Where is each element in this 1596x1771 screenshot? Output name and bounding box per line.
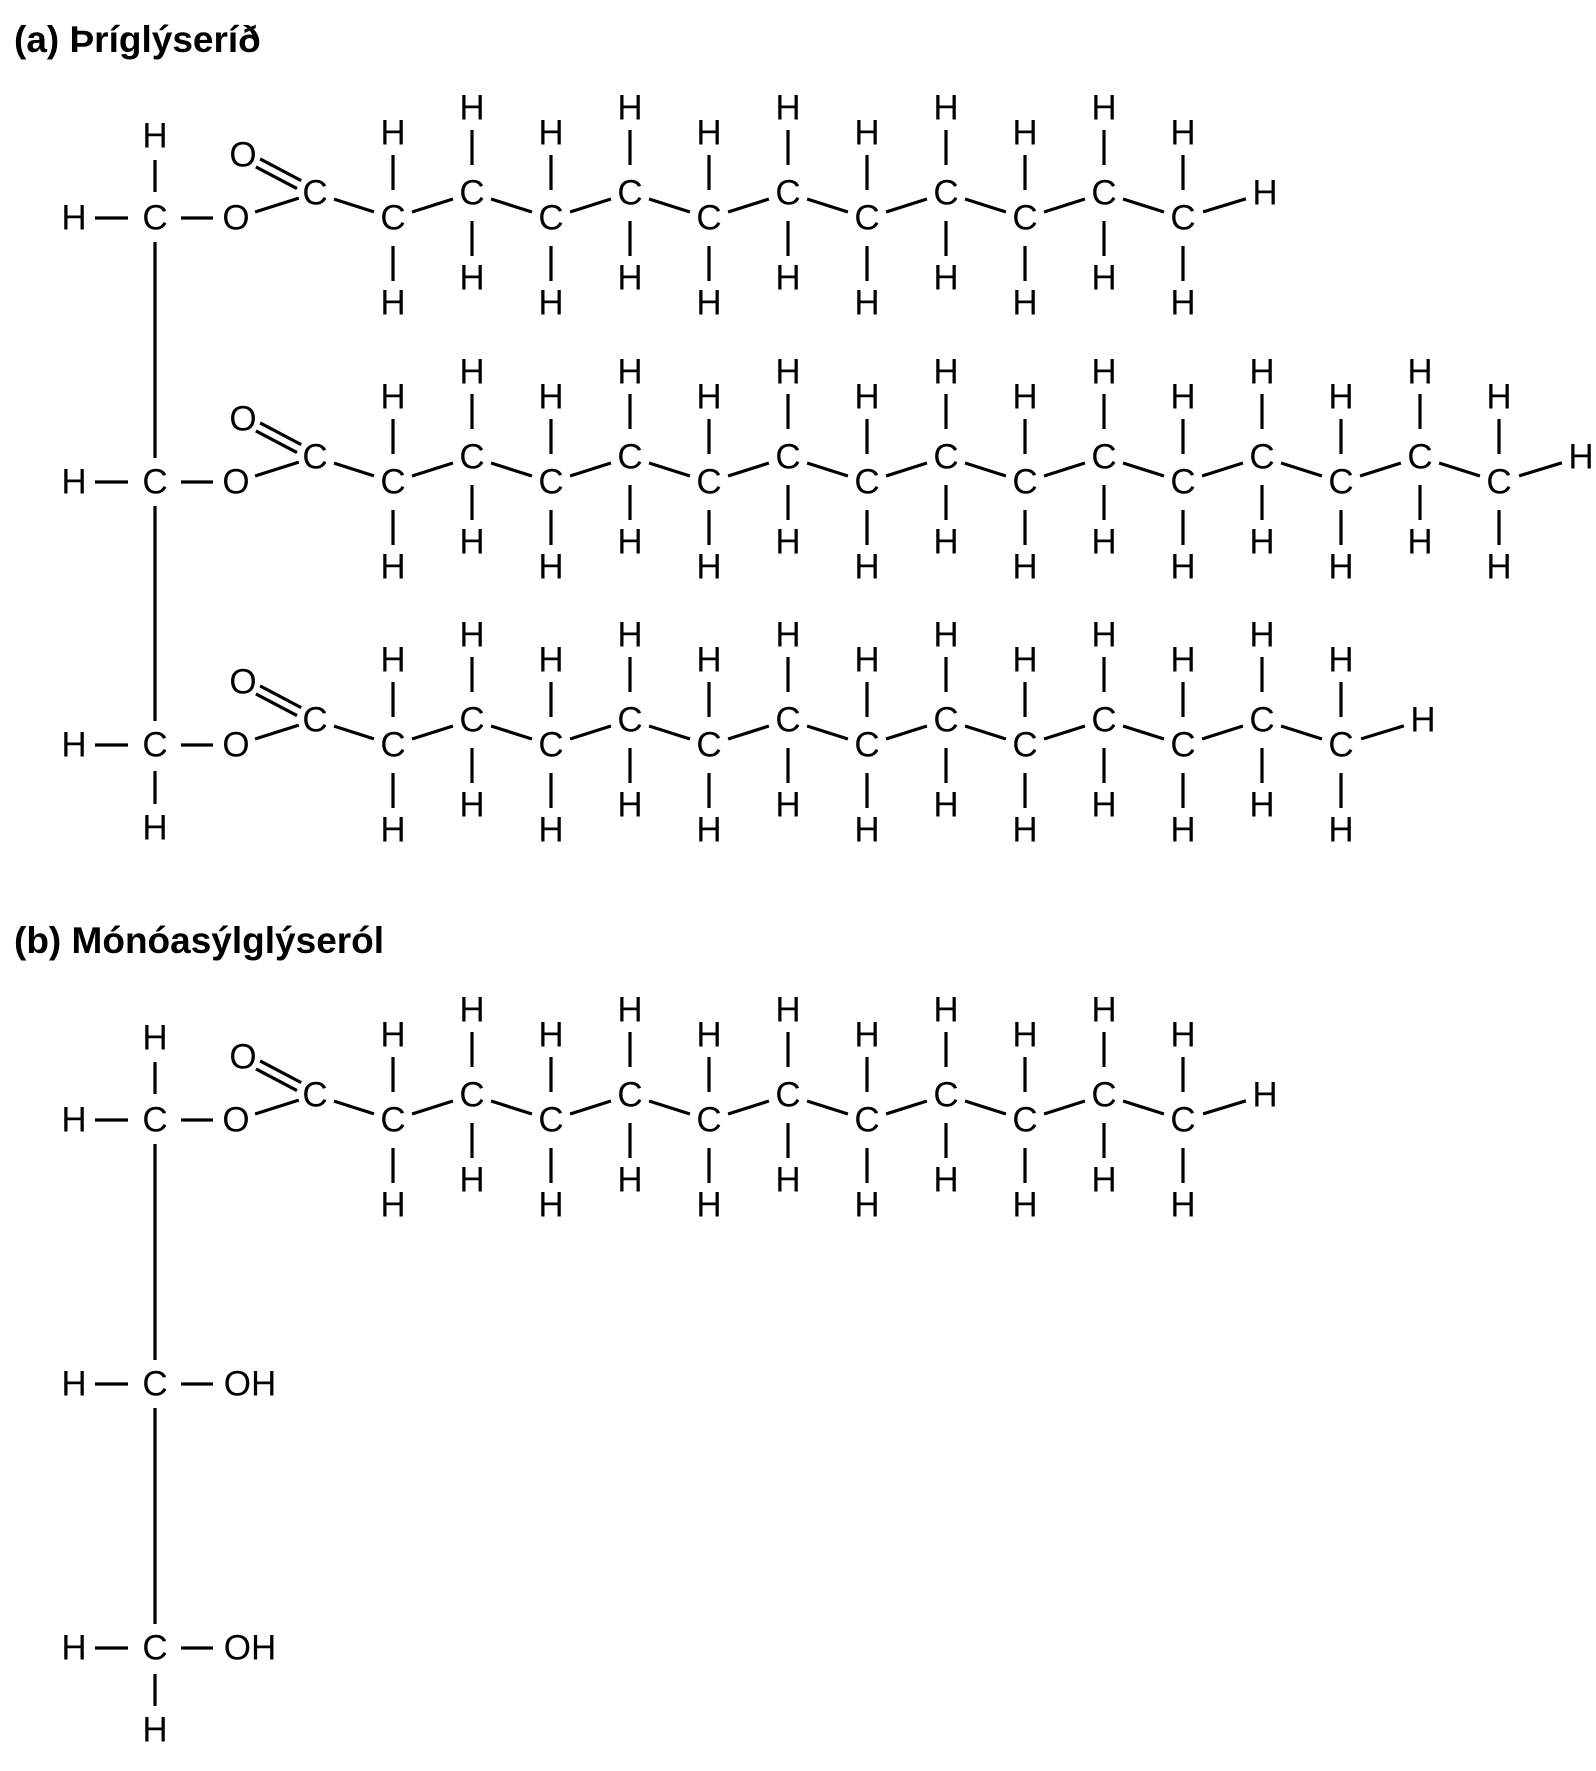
hydrogen-atom: H xyxy=(696,1015,722,1055)
hydrogen-atom: H xyxy=(933,352,959,392)
hydrogen-atom: H xyxy=(775,615,801,655)
terminal-bond xyxy=(1203,199,1246,212)
chain-carbon: C xyxy=(1012,198,1038,238)
hydrogen-atom: H xyxy=(1012,377,1038,417)
chain-carbon: C xyxy=(854,462,880,502)
hydrogen-atom: H xyxy=(854,640,880,680)
chain-bond xyxy=(965,1101,1006,1114)
hydrogen-atom: H xyxy=(1170,640,1196,680)
terminal-bond xyxy=(1519,463,1562,476)
chain-carbon: C xyxy=(617,173,643,213)
hydrogen-atom: H xyxy=(1249,615,1275,655)
ester-bond xyxy=(255,462,299,476)
hydrogen-atom: H xyxy=(696,113,722,153)
ester-oxygen: O xyxy=(222,1100,250,1140)
glycerol-carbon: C xyxy=(142,198,168,238)
hydrogen-atom: H xyxy=(380,1185,406,1225)
hydrogen-atom: H xyxy=(775,990,801,1030)
glycerol-hydrogen: H xyxy=(61,198,87,238)
glycerol-hydrogen: H xyxy=(61,1628,87,1668)
chain-bond xyxy=(1202,726,1243,739)
chain-bond xyxy=(1123,1101,1164,1114)
chain-carbon: C xyxy=(696,462,722,502)
hydrogen-atom: H xyxy=(1012,640,1038,680)
ester-bond xyxy=(255,1100,299,1114)
glycerol-hydrogen: H xyxy=(61,725,87,765)
ester-oxygen: O xyxy=(222,462,250,502)
chain-bond xyxy=(807,726,848,739)
chain-carbon: C xyxy=(617,437,643,477)
chain-bond xyxy=(1281,463,1322,476)
carbonyl-carbon: C xyxy=(302,173,328,213)
hydrogen-atom: H xyxy=(1012,547,1038,587)
hydrogen-atom: H xyxy=(380,377,406,417)
chain-bond xyxy=(807,1101,848,1114)
hydrogen-atom: H xyxy=(380,810,406,850)
ester-oxygen: O xyxy=(222,198,250,238)
chain-bond xyxy=(570,463,611,476)
hydrogen-atom: H xyxy=(1091,352,1117,392)
glycerol-hydrogen: H xyxy=(142,1710,168,1750)
hydrogen-atom: H xyxy=(1170,283,1196,323)
chain-carbon: C xyxy=(1486,462,1512,502)
glycerol-carbon: C xyxy=(142,462,168,502)
chain-bond xyxy=(491,463,532,476)
carbonyl-oxygen: O xyxy=(229,135,257,175)
chain-carbon: C xyxy=(933,1075,959,1115)
chain-bond xyxy=(1202,463,1243,476)
double-bond xyxy=(260,423,301,445)
chain-carbon: C xyxy=(1328,725,1354,765)
chain-carbon: C xyxy=(854,725,880,765)
chain-carbon: C xyxy=(1091,1075,1117,1115)
hydrogen-atom: H xyxy=(1091,1160,1117,1200)
chain-bond xyxy=(649,1101,690,1114)
hydrogen-atom: H xyxy=(1486,547,1512,587)
chain-bond xyxy=(491,199,532,212)
hydrogen-atom: H xyxy=(617,615,643,655)
ester-oxygen: O xyxy=(222,725,250,765)
hydrogen-atom: H xyxy=(538,1185,564,1225)
hydrogen-atom: H xyxy=(696,640,722,680)
hydrogen-atom: H xyxy=(459,352,485,392)
hydrogen-atom: H xyxy=(775,785,801,825)
hydrogen-atom: H xyxy=(1170,1185,1196,1225)
carbonyl-oxygen: O xyxy=(229,399,257,439)
chain-bond xyxy=(570,199,611,212)
terminal-hydrogen: H xyxy=(1252,1075,1278,1115)
hydrogen-atom: H xyxy=(1091,615,1117,655)
hydrogen-atom: H xyxy=(538,810,564,850)
chain-bond xyxy=(1044,199,1085,212)
chain-bond xyxy=(412,726,453,739)
hydrogen-atom: H xyxy=(854,113,880,153)
chain-carbon: C xyxy=(854,198,880,238)
chain-bond xyxy=(807,199,848,212)
hydrogen-atom: H xyxy=(1012,283,1038,323)
hydrogen-atom: H xyxy=(538,377,564,417)
chain-bond xyxy=(491,726,532,739)
hydrogen-atom: H xyxy=(380,283,406,323)
hydrogen-atom: H xyxy=(538,1015,564,1055)
chain-bond xyxy=(334,726,374,739)
chain-carbon: C xyxy=(617,1075,643,1115)
chain-carbon: C xyxy=(380,198,406,238)
terminal-bond xyxy=(1203,1101,1246,1114)
chain-carbon: C xyxy=(1012,725,1038,765)
glycerol-hydrogen: H xyxy=(61,1364,87,1404)
chain-carbon: C xyxy=(538,198,564,238)
hydrogen-atom: H xyxy=(1012,810,1038,850)
chain-carbon: C xyxy=(380,462,406,502)
terminal-bond xyxy=(1361,726,1404,739)
hydrogen-atom: H xyxy=(775,352,801,392)
hydrogen-atom: H xyxy=(1249,785,1275,825)
chain-bond xyxy=(965,726,1006,739)
hydrogen-atom: H xyxy=(459,1160,485,1200)
ester-bond xyxy=(255,725,299,739)
hydrogen-atom: H xyxy=(1091,785,1117,825)
chain-bond xyxy=(412,199,453,212)
hydrogen-atom: H xyxy=(696,810,722,850)
hydrogen-atom: H xyxy=(1012,113,1038,153)
hydrogen-atom: H xyxy=(1170,1015,1196,1055)
chain-carbon: C xyxy=(1249,700,1275,740)
glycerol-carbon: C xyxy=(142,1364,168,1404)
hydrogen-atom: H xyxy=(1170,377,1196,417)
chain-carbon: C xyxy=(538,725,564,765)
carbonyl-oxygen: O xyxy=(229,1037,257,1077)
chain-bond xyxy=(649,199,690,212)
chain-bond xyxy=(491,1101,532,1114)
hydrogen-atom: H xyxy=(617,522,643,562)
double-bond xyxy=(256,694,297,716)
hydrogen-atom: H xyxy=(617,785,643,825)
chain-carbon: C xyxy=(1012,462,1038,502)
hydrogen-atom: H xyxy=(1249,522,1275,562)
chain-carbon: C xyxy=(380,725,406,765)
chain-carbon: C xyxy=(696,198,722,238)
chain-carbon: C xyxy=(538,1100,564,1140)
hydrogen-atom: H xyxy=(854,283,880,323)
hydrogen-atom: H xyxy=(1328,810,1354,850)
chain-carbon: C xyxy=(1170,725,1196,765)
hydrogen-atom: H xyxy=(775,88,801,128)
chain-carbon: C xyxy=(933,173,959,213)
hydrogen-atom: H xyxy=(1328,377,1354,417)
hydrogen-atom: H xyxy=(1091,258,1117,298)
carbonyl-oxygen: O xyxy=(229,662,257,702)
chain-bond xyxy=(1123,726,1164,739)
hydrogen-atom: H xyxy=(775,1160,801,1200)
hydrogen-atom: H xyxy=(1328,640,1354,680)
hydrogen-atom: H xyxy=(1012,1185,1038,1225)
glycerol-carbon: C xyxy=(142,1100,168,1140)
chain-carbon: C xyxy=(459,437,485,477)
hydrogen-atom: H xyxy=(933,990,959,1030)
chain-carbon: C xyxy=(696,1100,722,1140)
ester-bond xyxy=(255,198,299,212)
terminal-hydrogen: H xyxy=(1568,437,1594,477)
hydrogen-atom: H xyxy=(459,785,485,825)
chain-bond xyxy=(886,199,927,212)
chain-carbon: C xyxy=(775,1075,801,1115)
chain-bond xyxy=(334,463,374,476)
chain-bond xyxy=(965,463,1006,476)
hydrogen-atom: H xyxy=(380,640,406,680)
hydrogen-atom: H xyxy=(1091,522,1117,562)
double-bond xyxy=(260,159,301,181)
chain-carbon: C xyxy=(380,1100,406,1140)
hydrogen-atom: H xyxy=(933,785,959,825)
chain-carbon: C xyxy=(1170,1100,1196,1140)
chain-carbon: C xyxy=(775,437,801,477)
chain-bond xyxy=(1123,463,1164,476)
hydrogen-atom: H xyxy=(696,547,722,587)
chain-bond xyxy=(1360,463,1401,476)
hydrogen-atom: H xyxy=(854,377,880,417)
hydrogen-atom: H xyxy=(380,113,406,153)
chain-carbon: C xyxy=(459,1075,485,1115)
carbonyl-carbon: C xyxy=(302,700,328,740)
chain-bond xyxy=(807,463,848,476)
hydrogen-atom: H xyxy=(1170,547,1196,587)
chain-bond xyxy=(728,726,769,739)
hydrogen-atom: H xyxy=(1012,1015,1038,1055)
hydrogen-atom: H xyxy=(538,640,564,680)
chain-bond xyxy=(728,463,769,476)
chain-carbon: C xyxy=(617,700,643,740)
chain-carbon: C xyxy=(1328,462,1354,502)
hydrogen-atom: H xyxy=(933,615,959,655)
hydrogen-atom: H xyxy=(854,1185,880,1225)
hydrogen-atom: H xyxy=(775,522,801,562)
chain-bond xyxy=(886,1101,927,1114)
chain-carbon: C xyxy=(538,462,564,502)
double-bond xyxy=(256,431,297,453)
chain-bond xyxy=(1123,199,1164,212)
hydrogen-atom: H xyxy=(617,88,643,128)
hydrogen-atom: H xyxy=(1091,88,1117,128)
glycerol-hydrogen: H xyxy=(61,462,87,502)
hydrogen-atom: H xyxy=(854,547,880,587)
hydrogen-atom: H xyxy=(696,1185,722,1225)
hydrogen-atom: H xyxy=(380,1015,406,1055)
hydrogen-atom: H xyxy=(854,810,880,850)
hydrogen-atom: H xyxy=(1170,113,1196,153)
chain-carbon: C xyxy=(459,173,485,213)
hydrogen-atom: H xyxy=(459,615,485,655)
chain-carbon: C xyxy=(1170,198,1196,238)
chain-bond xyxy=(412,1101,453,1114)
double-bond xyxy=(256,167,297,189)
hydrogen-atom: H xyxy=(617,990,643,1030)
chain-carbon: C xyxy=(933,437,959,477)
hydrogen-atom: H xyxy=(538,113,564,153)
hydrogen-atom: H xyxy=(1486,377,1512,417)
hydrogen-atom: H xyxy=(617,352,643,392)
chain-carbon: C xyxy=(696,725,722,765)
hydrogen-atom: H xyxy=(933,258,959,298)
chain-carbon: C xyxy=(775,173,801,213)
chain-carbon: C xyxy=(933,700,959,740)
chain-bond xyxy=(728,199,769,212)
hydroxyl-group: OH xyxy=(223,1364,277,1404)
chain-bond xyxy=(1044,1101,1085,1114)
chain-bond xyxy=(334,1101,374,1114)
glycerol-hydrogen: H xyxy=(61,1100,87,1140)
chain-bond xyxy=(1439,463,1480,476)
double-bond xyxy=(260,686,301,708)
hydrogen-atom: H xyxy=(775,258,801,298)
chain-bond xyxy=(570,726,611,739)
chain-bond xyxy=(1281,726,1322,739)
chain-carbon: C xyxy=(1012,1100,1038,1140)
chain-bond xyxy=(570,1101,611,1114)
glycerol-hydrogen: H xyxy=(142,1018,168,1058)
chain-bond xyxy=(886,463,927,476)
double-bond xyxy=(260,1061,301,1083)
hydroxyl-group: OH xyxy=(223,1628,277,1668)
hydrogen-atom: H xyxy=(1328,547,1354,587)
glycerol-hydrogen: H xyxy=(142,808,168,848)
chain-bond xyxy=(728,1101,769,1114)
hydrogen-atom: H xyxy=(380,547,406,587)
chain-bond xyxy=(412,463,453,476)
glycerol-hydrogen: H xyxy=(142,116,168,156)
chain-carbon: C xyxy=(459,700,485,740)
chain-bond xyxy=(965,199,1006,212)
hydrogen-atom: H xyxy=(1091,990,1117,1030)
chain-bond xyxy=(886,726,927,739)
hydrogen-atom: H xyxy=(696,377,722,417)
carbonyl-carbon: C xyxy=(302,437,328,477)
chain-carbon: C xyxy=(854,1100,880,1140)
hydrogen-atom: H xyxy=(1407,352,1433,392)
hydrogen-atom: H xyxy=(1407,522,1433,562)
chain-carbon: C xyxy=(775,700,801,740)
hydrogen-atom: H xyxy=(538,283,564,323)
chain-bond xyxy=(334,199,374,212)
hydrogen-atom: H xyxy=(854,1015,880,1055)
hydrogen-atom: H xyxy=(617,1160,643,1200)
chain-bond xyxy=(649,726,690,739)
terminal-hydrogen: H xyxy=(1410,700,1436,740)
hydrogen-atom: H xyxy=(1170,810,1196,850)
hydrogen-atom: H xyxy=(1249,352,1275,392)
chain-carbon: C xyxy=(1091,437,1117,477)
double-bond xyxy=(256,1069,297,1091)
hydrogen-atom: H xyxy=(933,88,959,128)
chain-carbon: C xyxy=(1091,700,1117,740)
chain-carbon: C xyxy=(1249,437,1275,477)
chain-bond xyxy=(1044,726,1085,739)
chain-carbon: C xyxy=(1091,173,1117,213)
hydrogen-atom: H xyxy=(538,547,564,587)
hydrogen-atom: H xyxy=(933,522,959,562)
hydrogen-atom: H xyxy=(459,258,485,298)
hydrogen-atom: H xyxy=(459,522,485,562)
chain-bond xyxy=(1044,463,1085,476)
chain-carbon: C xyxy=(1170,462,1196,502)
carbonyl-carbon: C xyxy=(302,1075,328,1115)
chain-carbon: C xyxy=(1407,437,1433,477)
label-triglyceride: (a) Þríglýseríð xyxy=(14,19,261,60)
label-monoacylglycerol: (b) Mónóasýlglýseról xyxy=(14,920,385,961)
hydrogen-atom: H xyxy=(696,283,722,323)
molecule-structures xyxy=(61,89,1593,1750)
chain-bond xyxy=(649,463,690,476)
glycerol-carbon: C xyxy=(142,725,168,765)
glycerol-carbon: C xyxy=(142,1628,168,1668)
hydrogen-atom: H xyxy=(459,88,485,128)
hydrogen-atom: H xyxy=(459,990,485,1030)
terminal-hydrogen: H xyxy=(1252,173,1278,213)
hydrogen-atom: H xyxy=(933,1160,959,1200)
hydrogen-atom: H xyxy=(617,258,643,298)
